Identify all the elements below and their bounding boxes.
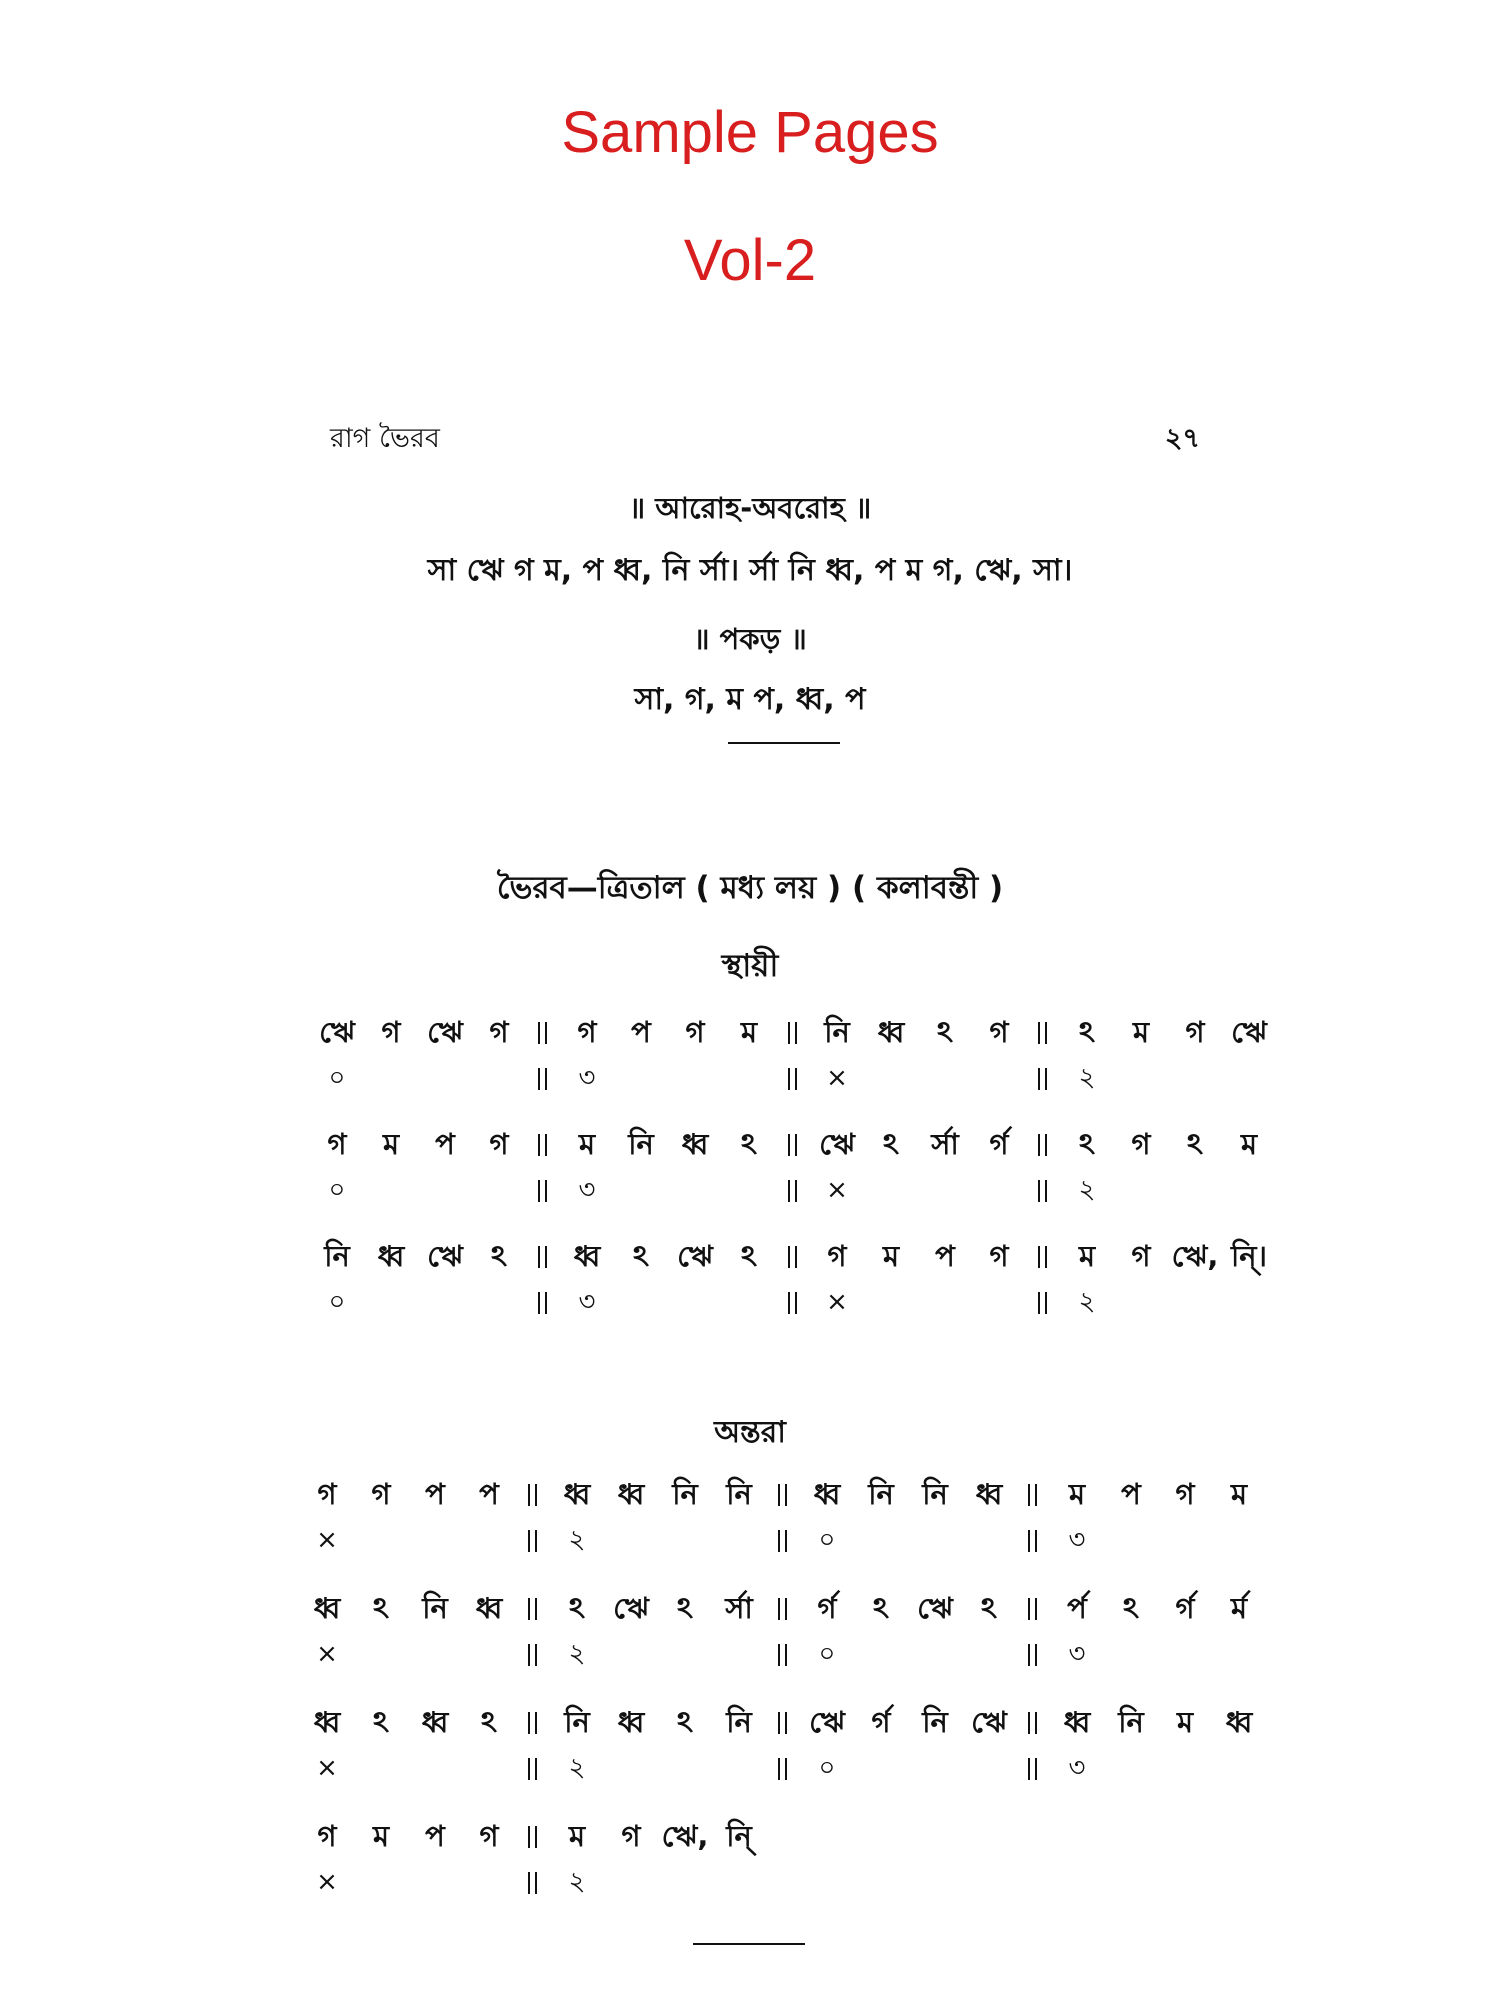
beat-marker: × <box>316 1639 338 1669</box>
note: গ <box>1131 1239 1151 1273</box>
beat-marker: ২ <box>1078 1063 1096 1093</box>
note: ঽ <box>981 1591 997 1625</box>
note: ম <box>882 1239 900 1273</box>
note: ধ্ব <box>813 1477 841 1511</box>
vibhag-bar <box>528 1484 537 1506</box>
vibhag-bar <box>528 1644 537 1666</box>
note: ঽ <box>677 1705 693 1739</box>
note: ঋে <box>613 1591 649 1625</box>
page-number: ২৭ <box>1164 423 1200 454</box>
beat-marker: ০ <box>818 1639 836 1669</box>
note: ধ্ব <box>573 1239 601 1273</box>
note: ম <box>1132 1015 1150 1049</box>
composition-title: ভৈরব—ত্রিতাল ( মধ্য লয় ) ( কলাবন্তী ) <box>496 870 1004 906</box>
note: গ <box>1185 1015 1205 1049</box>
vibhag-bar <box>1028 1758 1037 1780</box>
vibhag-bar <box>1038 1068 1047 1090</box>
beat-marker: × <box>316 1867 338 1897</box>
beat-marker: ২ <box>568 1867 586 1897</box>
note: র্ম <box>1230 1591 1248 1625</box>
note: ঽ <box>883 1127 899 1161</box>
vibhag-bar <box>1038 1180 1047 1202</box>
vibhag-bar <box>1038 1134 1047 1156</box>
note: ম <box>1068 1477 1086 1511</box>
note: ঽ <box>1187 1127 1203 1161</box>
note: ঋে <box>809 1705 845 1739</box>
banner-subtitle: Vol-2 <box>683 228 817 293</box>
beat-marker: × <box>826 1063 848 1093</box>
note: ঽ <box>491 1239 507 1273</box>
beat-marker: ৩ <box>578 1175 596 1205</box>
note: গ <box>989 1015 1009 1049</box>
note: ধ্ব <box>617 1477 645 1511</box>
note: নি <box>324 1239 350 1273</box>
beat-marker: ২ <box>1078 1287 1096 1317</box>
note: ঽ <box>373 1705 389 1739</box>
note: ম <box>1078 1239 1096 1273</box>
note: র্সা <box>931 1127 959 1161</box>
vibhag-bar <box>528 1872 537 1894</box>
note: ঽ <box>937 1015 953 1049</box>
note: ম <box>382 1127 400 1161</box>
note: ঽ <box>1079 1127 1095 1161</box>
vibhag-bar <box>528 1758 537 1780</box>
note: গ <box>479 1819 499 1853</box>
vibhag-bar <box>528 1826 537 1848</box>
beat-marker: ২ <box>568 1639 586 1669</box>
note: ঋে <box>427 1015 463 1049</box>
vibhag-bar <box>1028 1712 1037 1734</box>
note: ঋে <box>819 1127 855 1161</box>
note: নি <box>726 1705 752 1739</box>
note: ঽ <box>741 1239 757 1273</box>
note: গ <box>1131 1127 1151 1161</box>
end-rule <box>693 1943 805 1945</box>
note: ধ্ব <box>975 1477 1003 1511</box>
antara-label: অন্তরা <box>714 1415 786 1450</box>
vibhag-bar <box>528 1712 537 1734</box>
note: ধ্ব <box>475 1591 503 1625</box>
note: প <box>631 1015 651 1049</box>
note: ঽ <box>677 1591 693 1625</box>
vibhag-bar <box>778 1484 787 1506</box>
vibhag-bar <box>538 1022 547 1044</box>
note: গ <box>685 1015 705 1049</box>
note: প <box>935 1239 955 1273</box>
running-head: রাগ ভৈরব <box>330 423 440 454</box>
note: প <box>435 1127 455 1161</box>
vibhag-bar <box>538 1246 547 1268</box>
note: র্গ <box>817 1591 837 1625</box>
note: ধ্ব <box>617 1705 645 1739</box>
vibhag-bar <box>528 1598 537 1620</box>
note: প <box>425 1819 445 1853</box>
vibhag-bar <box>538 1068 547 1090</box>
note: ম <box>740 1015 758 1049</box>
beat-marker: ৩ <box>578 1287 596 1317</box>
note: নি <box>628 1127 654 1161</box>
note: ধ্ব <box>421 1705 449 1739</box>
vibhag-bar <box>788 1246 797 1268</box>
note: ধ্ব <box>313 1705 341 1739</box>
beat-marker: ২ <box>1078 1175 1096 1205</box>
note: গ <box>381 1015 401 1049</box>
vibhag-bar <box>528 1530 537 1552</box>
note: ঋে <box>319 1015 355 1049</box>
note: গ <box>989 1239 1009 1273</box>
beat-marker: ২ <box>568 1525 586 1555</box>
vibhag-bar <box>1038 1292 1047 1314</box>
note: নি <box>1118 1705 1144 1739</box>
note: ধ্ব <box>877 1015 905 1049</box>
aroha-line: সা ঋে গ ম, প ধ্ব, নি র্সা। র্সা নি ধ্ব, প ম গ, ঋে, সা। <box>427 553 1073 588</box>
vibhag-bar <box>778 1530 787 1552</box>
note: প <box>1121 1477 1141 1511</box>
beat-marker: ০ <box>818 1525 836 1555</box>
beat-marker: × <box>826 1287 848 1317</box>
vibhag-bar <box>1038 1246 1047 1268</box>
vibhag-bar <box>1028 1598 1037 1620</box>
vibhag-bar <box>1028 1530 1037 1552</box>
vibhag-bar <box>788 1180 797 1202</box>
note: ঽ <box>633 1239 649 1273</box>
note: গ <box>317 1477 337 1511</box>
note: ঋে <box>427 1239 463 1273</box>
note: র্প <box>1067 1591 1087 1625</box>
note: ধ্ব <box>313 1591 341 1625</box>
note: গ <box>577 1015 597 1049</box>
note: নি <box>922 1477 948 1511</box>
note: ম <box>568 1819 586 1853</box>
note: ঋে <box>917 1591 953 1625</box>
vibhag-bar <box>538 1134 547 1156</box>
beat-marker: × <box>826 1175 848 1205</box>
note: নি <box>922 1705 948 1739</box>
pakad-line: সা, গ, ম প, ধ্ব, প <box>634 682 866 717</box>
note: নি <box>422 1591 448 1625</box>
note: প <box>425 1477 445 1511</box>
note: ম <box>1240 1127 1258 1161</box>
note: প <box>479 1477 499 1511</box>
note: ঋে, <box>661 1819 709 1853</box>
beat-marker: ০ <box>818 1753 836 1783</box>
note: ঽ <box>873 1591 889 1625</box>
vibhag-bar <box>538 1180 547 1202</box>
beat-marker: ০ <box>328 1287 346 1317</box>
beat-marker: ২ <box>568 1753 586 1783</box>
note: ধ্ব <box>1225 1705 1253 1739</box>
note: ঽ <box>569 1591 585 1625</box>
note: ঋে <box>971 1705 1007 1739</box>
note: ঽ <box>741 1127 757 1161</box>
note: গ <box>317 1819 337 1853</box>
aroha-heading: ॥ আরোহ-অবরোহ ॥ <box>628 491 872 525</box>
note: গ <box>489 1015 509 1049</box>
beat-marker: ৩ <box>1068 1639 1086 1669</box>
note: ম <box>578 1127 596 1161</box>
note: র্সা <box>725 1591 753 1625</box>
note: র্গ <box>871 1705 891 1739</box>
sthayi-label: স্থায়ী <box>721 948 779 984</box>
note: ধ্ব <box>681 1127 709 1161</box>
note: ধ্ব <box>377 1239 405 1273</box>
note: ঽ <box>1123 1591 1139 1625</box>
beat-marker: ০ <box>328 1175 346 1205</box>
note: ঽ <box>481 1705 497 1739</box>
pakad-heading: ॥ পকড় ॥ <box>693 622 807 656</box>
note: গ <box>827 1239 847 1273</box>
vibhag-bar <box>778 1712 787 1734</box>
note: র্গ <box>1175 1591 1195 1625</box>
note: নি <box>824 1015 850 1049</box>
note: ঋে <box>1231 1015 1267 1049</box>
vibhag-bar <box>778 1758 787 1780</box>
vibhag-bar <box>778 1644 787 1666</box>
note: গ <box>621 1819 641 1853</box>
note: নি <box>672 1477 698 1511</box>
vibhag-bar <box>1028 1644 1037 1666</box>
note: নি <box>868 1477 894 1511</box>
vibhag-bar <box>788 1022 797 1044</box>
note: ঽ <box>1079 1015 1095 1049</box>
note: ম <box>1176 1705 1194 1739</box>
note: নি্। <box>1231 1239 1267 1273</box>
beat-marker: ৩ <box>1068 1525 1086 1555</box>
note: গ <box>1175 1477 1195 1511</box>
beat-marker: ৩ <box>578 1063 596 1093</box>
note: ঽ <box>373 1591 389 1625</box>
beat-marker: × <box>316 1525 338 1555</box>
note: নি্ <box>726 1819 752 1853</box>
vibhag-bar <box>788 1292 797 1314</box>
note: ঋে, <box>1171 1239 1219 1273</box>
banner-title: Sample Pages <box>561 100 939 165</box>
vibhag-bar <box>1038 1022 1047 1044</box>
beat-marker: ৩ <box>1068 1753 1086 1783</box>
note: ধ্ব <box>563 1477 591 1511</box>
beat-marker: ০ <box>328 1063 346 1093</box>
note: গ <box>371 1477 391 1511</box>
note: ধ্ব <box>1063 1705 1091 1739</box>
note: ম <box>1230 1477 1248 1511</box>
vibhag-bar <box>538 1292 547 1314</box>
note: র্গ <box>989 1127 1009 1161</box>
note: ঋে <box>677 1239 713 1273</box>
vibhag-bar <box>788 1134 797 1156</box>
vibhag-bar <box>1028 1484 1037 1506</box>
note: গ <box>489 1127 509 1161</box>
note: গ <box>327 1127 347 1161</box>
vibhag-bar <box>778 1598 787 1620</box>
beat-marker: × <box>316 1753 338 1783</box>
vibhag-bar <box>788 1068 797 1090</box>
note: নি <box>564 1705 590 1739</box>
note: ম <box>372 1819 390 1853</box>
note: নি <box>726 1477 752 1511</box>
divider-rule <box>728 742 840 744</box>
